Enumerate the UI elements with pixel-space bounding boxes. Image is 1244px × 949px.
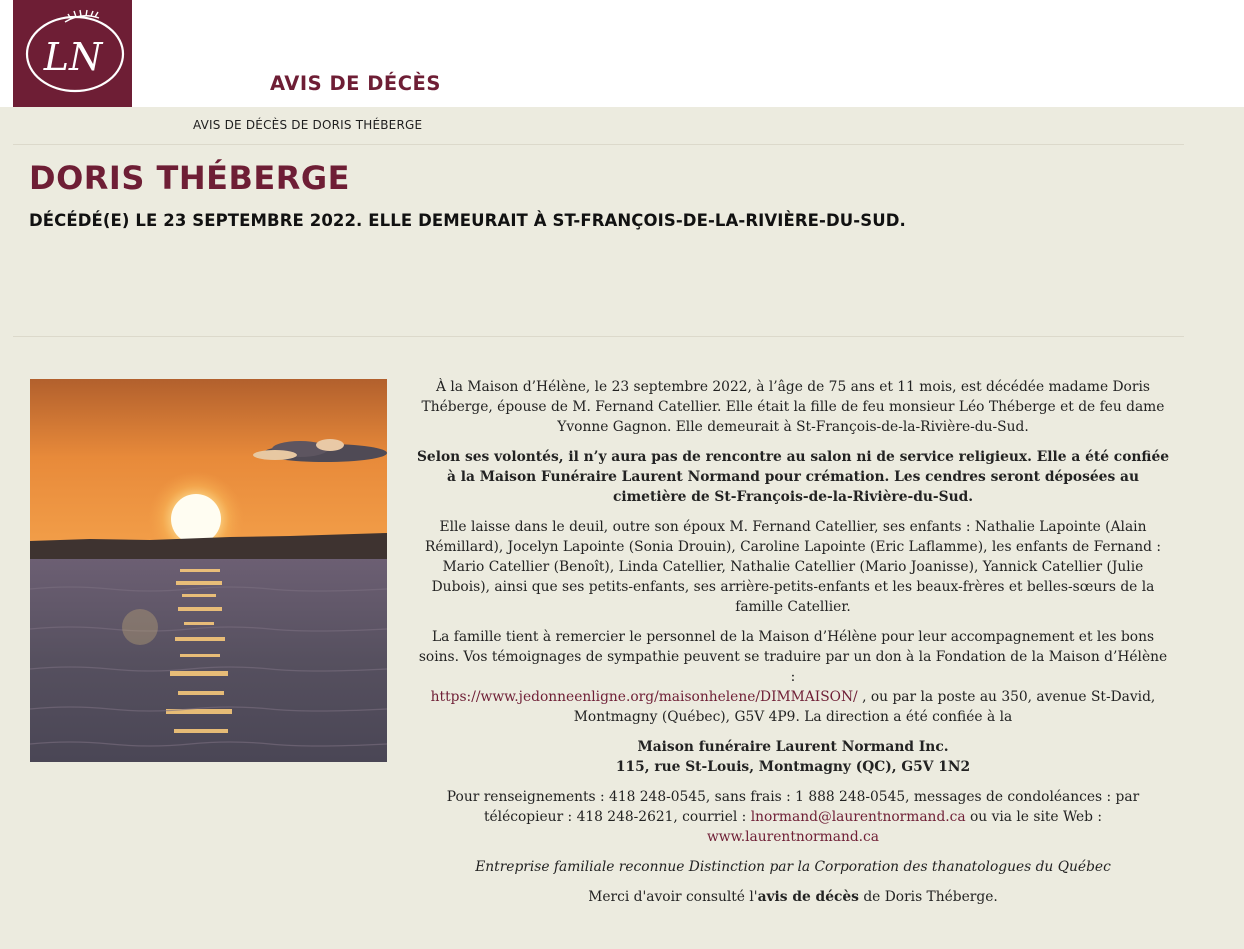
funeral-home-name: Maison funéraire Laurent Normand Inc. <box>637 739 949 755</box>
thanks-text: Merci d'avoir consulté l' <box>588 889 758 905</box>
donation-paragraph <box>415 627 1171 727</box>
funeral-home-block <box>415 737 1171 777</box>
sunset-photo <box>30 379 387 762</box>
thanks-bold: avis de décès <box>757 889 859 905</box>
logo-monogram: LN <box>43 35 103 79</box>
funeral-home-address: 115, rue St-Louis, Montmagny (QC), G5V 1N2 <box>615 759 971 775</box>
breadcrumb: AVIS DE DÉCÈS DE DORIS THÉBERGE <box>193 118 423 132</box>
donation-text: La famille tient à remercier le personnel de la Maison d’Hélène pour leur accompagnement et les bons soins. Vos témoignages de sympathie peuvent se traduire par un don à la Fondation de la Maison d’Hélène : <box>418 629 1168 685</box>
obituary-paragraph: À la Maison d’Hélène, le 23 septembre 2022, à l’âge de 75 ans et 11 mois, est décédée madame Doris Théberge, épouse de M. Fernand Catellier. Elle était la fille de feu monsieur Léo Théberge et de feu dame Yvonne Gagnon. Elle demeurait à St-François-de-la-Rivière-du-Sud. <box>421 379 1165 435</box>
logo-emblem <box>13 0 132 107</box>
main-content <box>0 107 1244 949</box>
site-header <box>0 0 1244 107</box>
divider <box>13 144 1184 145</box>
obituary-paragraph: Selon ses volontés, il n’y aura pas de rencontre au salon ni de service religieux. Elle a été confiée à la Maison Funéraire Laurent Normand pour crémation. Les cendres seront déposées au cimetière de St-François-de-la-Rivière-du-Sud. <box>416 449 1170 505</box>
obituary-paragraph: Elle laisse dans le deuil, outre son époux M. Fernand Catellier, ses enfants : Nathalie Lapointe (Alain Rémillard), Jocelyn Lapointe (Sonia Drouin), Caroline Lapointe (Eric Laflamme), les enfants de Fernand : Mario Catellier (Benoît), Linda Catellier, Nathalie Catellier (Mario Joanisse), Yannick Catellier (Julie Dubois), ainsi que ses petits-enfants, ses arrière-petits-enfants et les beaux-frères et belles-sœurs de la famille Catellier. <box>424 519 1162 615</box>
thanks-text-after: de Doris Théberge. <box>858 889 998 905</box>
deceased-name: DORIS THÉBERGE <box>29 159 350 197</box>
obituary-text <box>415 377 1171 917</box>
distinction-text: Entreprise familiale reconnue Distinction par la Corporation des thanatologues du Québec <box>475 859 1111 875</box>
section-title[interactable]: AVIS DE DÉCÈS <box>270 72 441 95</box>
contact-text-middle: ou via le site Web : <box>970 809 1103 825</box>
death-subtitle: DÉCÉDÉ(E) LE 23 SEPTEMBRE 2022. ELLE DEMEURAIT À ST-FRANÇOIS-DE-LA-RIVIÈRE-DU-SUD. <box>29 211 906 230</box>
contact-paragraph <box>415 787 1171 847</box>
email-link[interactable]: lnormand@laurentnormand.ca <box>750 809 966 825</box>
donation-text-after: , ou par la poste au 350, avenue St-David, Montmagny (Québec), G5V 4P9. La direction a été confiée à la <box>573 689 1156 725</box>
donation-link[interactable]: https://www.jedonneenligne.org/maisonhelene/DIMMAISON/ <box>430 689 858 705</box>
website-link[interactable]: www.laurentnormand.ca <box>706 829 880 845</box>
contact-text: Pour renseignements : 418 248-0545, sans frais : 1 888 248-0545, messages de condoléances : par télécopieur : 418 248-2621, courriel : <box>446 789 1140 825</box>
logo[interactable] <box>13 0 132 107</box>
divider <box>13 336 1184 337</box>
thanks-paragraph <box>415 887 1171 907</box>
